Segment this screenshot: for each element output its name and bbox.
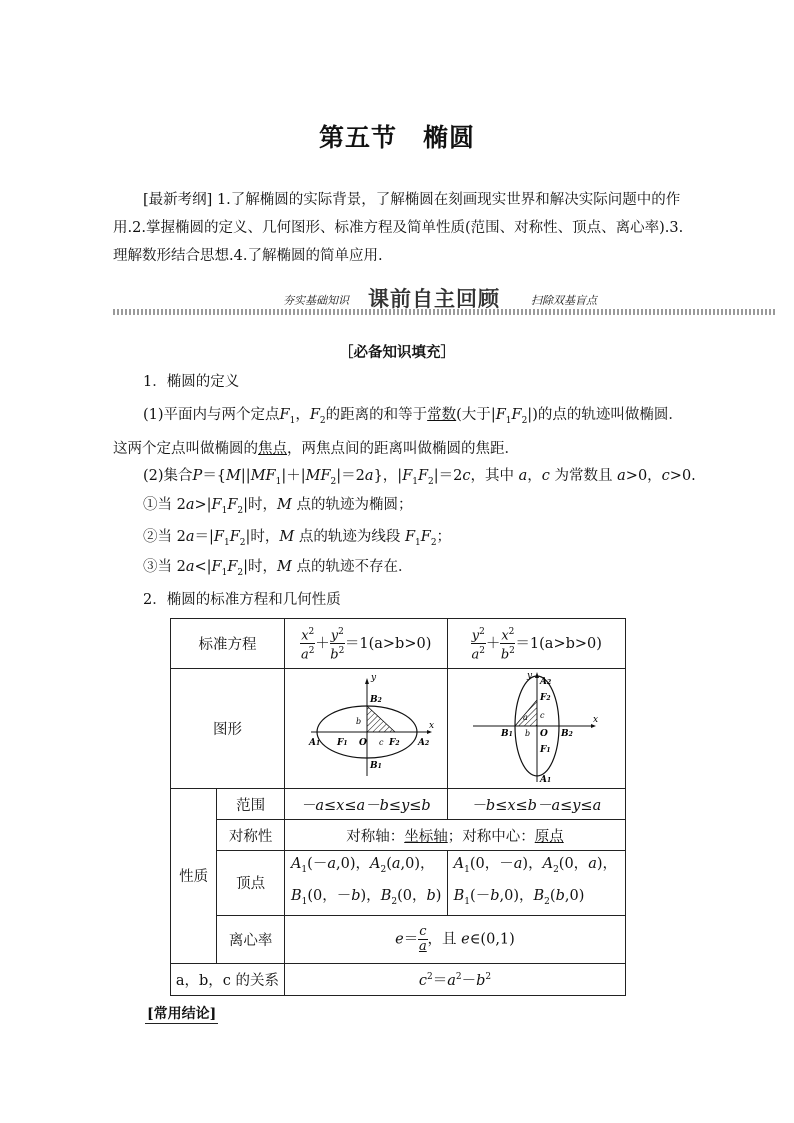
svg-text:y: y — [370, 672, 376, 683]
s1-case3: ③当 $2a<|F_1F_2|$时，M 点的轨迹不存在． — [143, 559, 413, 578]
s1-p1: (1)平面内与两个定点$F_1$，$F_2$的距离的和等于常数(大于$|F_1F_2|$)的点的轨迹叫做椭圆．这两个定点叫做椭圆的焦点，两焦点间的距离叫做椭圆的焦距． — [113, 407, 683, 457]
svg-text:A2: A2 — [540, 676, 552, 687]
s1-p2: (2)集合$P=\{M||MF_1|+|MF_2|=2a\}$，$|F_1F_2|=2c$，其中 a，c 为常数且 a>0，c>0. — [143, 468, 696, 487]
s1-heading: 1．椭圆的定义 — [143, 374, 240, 390]
graph-vertical — [447, 669, 625, 789]
outline-tag: [最新考纲] — [143, 192, 213, 208]
cell-range: 范围 — [217, 789, 285, 820]
cell-vertex: 顶点 — [217, 851, 285, 916]
svg-text:O: O — [358, 737, 367, 748]
graph-horizontal — [284, 669, 447, 789]
svg-text:b: b — [525, 728, 531, 738]
svg-text:F2: F2 — [540, 692, 551, 703]
subheading: ［必备知识填充］ — [339, 344, 455, 361]
svg-text:B2: B2 — [561, 728, 574, 739]
svg-text:F1: F1 — [540, 744, 551, 755]
svg-text:c: c — [540, 710, 545, 720]
svg-text:c: c — [378, 737, 384, 747]
svg-text:A1: A1 — [308, 737, 320, 748]
svg-text:b: b — [355, 716, 361, 726]
vertex-1: $A_1(-a,0)$，$A_2(a,0)$， $B_1(0$，－b)，$B_2(0$，b) — [284, 851, 447, 916]
section-banner — [113, 283, 775, 321]
cell-abc: a，b，c 的关系 — [171, 963, 285, 995]
svg-text:F2: F2 — [388, 737, 400, 748]
cell-std-eq: 标准方程 — [171, 619, 285, 669]
horizontal-ellipse-figure — [291, 672, 441, 782]
cell-eq1: $\frac{x^2}{a^2}$ ＋ $\frac{y^2}{b^2}$ ＝1(a>b>0) — [284, 619, 447, 669]
vertex-2: $A_1(0$，－a)，$A_2(0$，a)， $B_1(-b,0)$，$B_2(b,0)$ — [447, 851, 625, 916]
svg-text:y: y — [527, 670, 533, 681]
ellipse-properties-table — [170, 618, 626, 996]
range-2: －b≤x≤b－a≤y≤a — [447, 789, 625, 820]
banner-right: 扫除双基盲点 — [531, 294, 597, 307]
sym-value: 对称轴：坐标轴；对称中心：原点 — [284, 820, 625, 851]
abc-value: $c^2=a^2-b^2$ — [284, 963, 625, 995]
common-conclusion-tag: [常用结论] — [145, 1003, 218, 1024]
svg-text:x: x — [428, 720, 434, 731]
svg-text:A1: A1 — [540, 774, 552, 784]
cell-sym: 对称性 — [217, 820, 285, 851]
ecc-value: e＝ $\frac{c}{a}$ ，且 e∈(0,1) — [284, 915, 625, 963]
page-title: 第五节 椭圆 — [318, 123, 475, 152]
s1-case1: ①当 $2a>|F_1F_2|$时，M 点的轨迹为椭圆； — [143, 497, 413, 516]
svg-text:O: O — [540, 728, 549, 739]
svg-text:B2: B2 — [369, 694, 382, 705]
svg-text:x: x — [593, 714, 599, 725]
svg-text:a: a — [523, 712, 529, 722]
svg-text:B1: B1 — [369, 760, 382, 771]
cell-ecc: 离心率 — [217, 915, 285, 963]
cell-eq2: $\frac{y^2}{a^2}$ ＋ $\frac{x^2}{b^2}$ ＝1(a>b>0) — [447, 619, 625, 669]
svg-text:B1: B1 — [501, 728, 514, 739]
outline-text: 1.了解椭圆的实际背景，了解椭圆在刻画现实世界和解决实际问题中的作用.2.掌握椭圆的定义、几何图形、标准方程及简单性质(范围、对称性、顶点、离心率).3.理解数形结合思想.4.了解椭圆的简单应用. — [113, 192, 684, 264]
banner-left: 夯实基础知识 — [283, 294, 349, 307]
banner-main: 课前自主回顾 — [368, 287, 500, 311]
outline-paragraph — [113, 186, 685, 270]
svg-text:A2: A2 — [417, 737, 429, 748]
range-1: －a≤x≤a－b≤y≤b — [284, 789, 447, 820]
svg-text:F1: F1 — [336, 737, 348, 748]
vertical-ellipse-figure — [461, 670, 611, 784]
s1-case2: ②当 $2a=|F_1F_2|$时，M 点的轨迹为线段 $F_1F_2$； — [143, 529, 452, 548]
cell-props: 性质 — [171, 789, 217, 964]
s2-heading: 2．椭圆的标准方程和几何性质 — [143, 592, 341, 608]
cell-graph: 图形 — [171, 669, 285, 789]
